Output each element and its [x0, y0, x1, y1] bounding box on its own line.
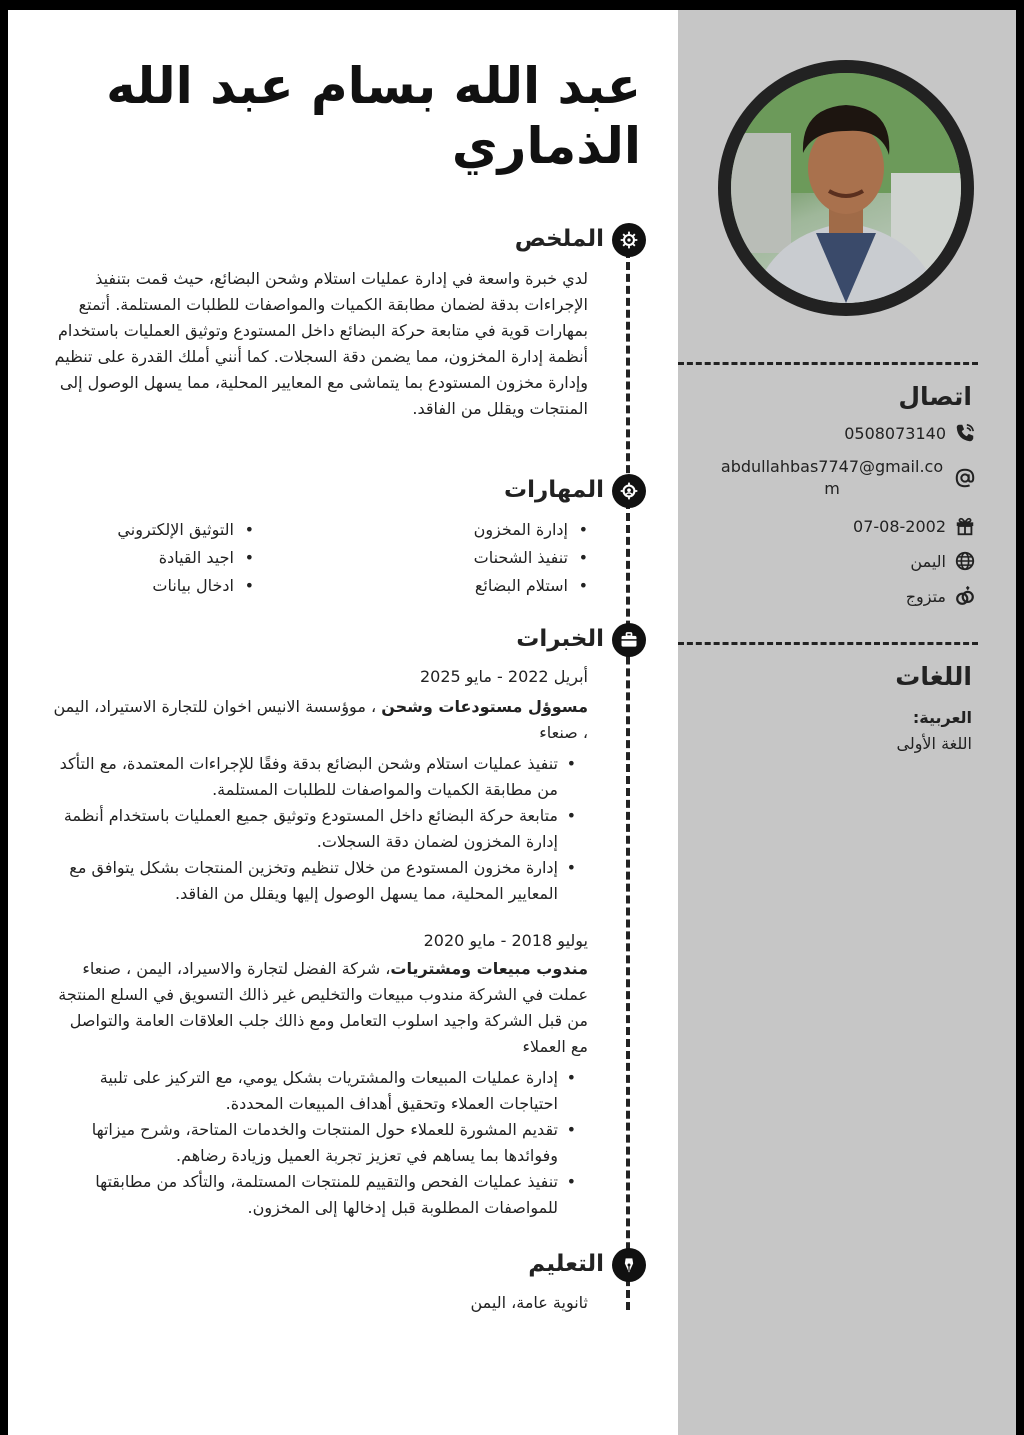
full-name: عبد الله بسام عبد الله الذماري	[106, 57, 641, 175]
job-date: يوليو 2018 - مايو 2020	[423, 931, 588, 950]
phone-icon	[954, 422, 976, 444]
divider	[678, 642, 978, 645]
experience-icon	[612, 623, 646, 657]
resume-page	[8, 10, 1016, 1435]
cog-person-icon	[619, 481, 639, 501]
contact-country	[910, 550, 976, 572]
email-value: abdullahbas7747@gmail.com	[720, 457, 944, 498]
job-role: مندوب مبيعات ومشتريات	[390, 959, 588, 978]
job-bullet: • إدارة عمليات المبيعات والمشتريات بشكل يومي، مع التركيز على تلبية احتياجات العملاء وتحقيق أهداف المبيعات المحددة.	[46, 1065, 576, 1117]
education-text: ثانوية عامة، اليمن	[470, 1293, 588, 1312]
profile-photo-frame	[718, 60, 974, 316]
briefcase-icon	[619, 630, 639, 650]
contact-birthdate	[853, 515, 976, 537]
contact-phone	[844, 422, 976, 444]
divider	[678, 362, 978, 365]
skill-item: • استلام البضائع	[402, 572, 588, 600]
job-bullets	[46, 1065, 576, 1221]
phone-value: 0508073140	[844, 423, 946, 443]
job-description: عملت في الشركة مندوب مبيعات والتخليص غير ذالك التسويق في السلع المنتجة من قبل الشركة واجيد اسلوب التعامل ومع ذالك جلب العلاقات العامة والتواصل مع العملاء	[58, 985, 588, 1056]
job-heading	[48, 694, 588, 746]
pen-nib-icon	[619, 1255, 639, 1275]
job-bullet: • تقديم المشورة للعملاء حول المنتجات والخدمات المتاحة، وشرح ميزاتها وفوائدها بما يساهم في تعزيز تجربة العميل وزيادة رضاهم.	[46, 1117, 576, 1169]
skills-list	[68, 516, 588, 600]
job-bullet: • تنفيذ عمليات الفحص والتقييم للمنتجات المستلمة، والتأكد من مطابقتها للمواصفات المطلوبة قبل إدخالها إلى المخزون.	[46, 1169, 576, 1221]
skill-item: • التوثيق الإلكتروني	[68, 516, 254, 544]
rings-icon	[954, 585, 976, 607]
globe-icon	[954, 550, 976, 572]
experience-title: الخبرات	[516, 626, 604, 652]
summary-title: الملخص	[514, 226, 604, 252]
language-level: اللغة الأولى	[896, 734, 972, 753]
job-company: ، شركة الفضل لتجارة والاسيراد، اليمن ، صنعاء	[82, 959, 391, 978]
at-sign-icon	[954, 467, 976, 489]
job-bullet: • تنفيذ عمليات استلام وشحن البضائع بدقة وفقًا للإجراءات المعتمدة، مع التأكد من مطابقة الكميات والمواصفات للطلبات المستلمة.	[46, 751, 576, 803]
country-value: اليمن	[910, 551, 946, 571]
languages-title: اللغات	[895, 662, 972, 691]
education-title: التعليم	[528, 1251, 604, 1277]
skill-item: • ادخال بيانات	[68, 572, 254, 600]
skills-icon	[612, 474, 646, 508]
job-date: أبريل 2022 - مايو 2025	[419, 667, 588, 686]
skill-item: • إدارة المخزون	[402, 516, 588, 544]
education-icon	[612, 1248, 646, 1282]
profile-photo	[731, 73, 961, 303]
timeline-line	[626, 250, 630, 1310]
person-photo-illustration	[731, 73, 961, 303]
summary-text: لدي خبرة واسعة في إدارة عمليات استلام وشحن البضائع، حيث قمت بتنفيذ الإجراءات بدقة لضمان مطابقة الكميات والمواصفات للطلبات المستلمة. أتمتع بمهارات قوية في متابعة حركة البضائع داخل المستودع وتوثيق العمليات باستخدام أنظمة إدارة المخزون، مما يضمن دقة السجلات. كما أنني أملك القدرة على تنظيم وإدارة مخزون المستودع بما يتماشى مع المعايير المحلية، مما يسهل الوصول إلى المنتجات ويقلل من الفاقد.	[54, 269, 588, 418]
marital-value: متزوج	[905, 586, 946, 606]
job-bullet: • إدارة مخزون المستودع من خلال تنظيم وتخزين المنتجات بشكل يتوافق مع المعايير المحلية، مما يسهل الوصول إليها ويقلل من الفاقد.	[46, 855, 576, 907]
gift-icon	[954, 515, 976, 537]
skill-item: • اجيد القيادة	[68, 544, 254, 572]
skill-item: • تنفيذ الشحنات	[402, 544, 588, 572]
job-company: ، موؤسسة الانيس اخوان للتجارة الاستيراد، اليمن ، صنعاء	[53, 697, 588, 742]
job-bullet: • متابعة حركة البضائع داخل المستودع وتوثيق جميع العمليات باستخدام أنظمة إدارة المخزون لضمان دقة السجلات.	[46, 803, 576, 855]
job-bullets	[46, 751, 576, 907]
job-role: مسوؤل مستودعات وشحن	[381, 697, 588, 716]
contact-marital	[906, 585, 976, 607]
language-name: العربية:	[912, 708, 972, 727]
language-item	[896, 705, 972, 757]
summary-icon	[612, 223, 646, 257]
gear-icon	[619, 230, 639, 250]
contact-email	[718, 456, 976, 500]
skills-title: المهارات	[504, 477, 604, 503]
job-heading	[28, 956, 588, 982]
contact-title: اتصال	[898, 382, 972, 411]
birthdate-value: 07-08-2002	[853, 516, 946, 536]
sidebar	[678, 10, 1016, 1435]
